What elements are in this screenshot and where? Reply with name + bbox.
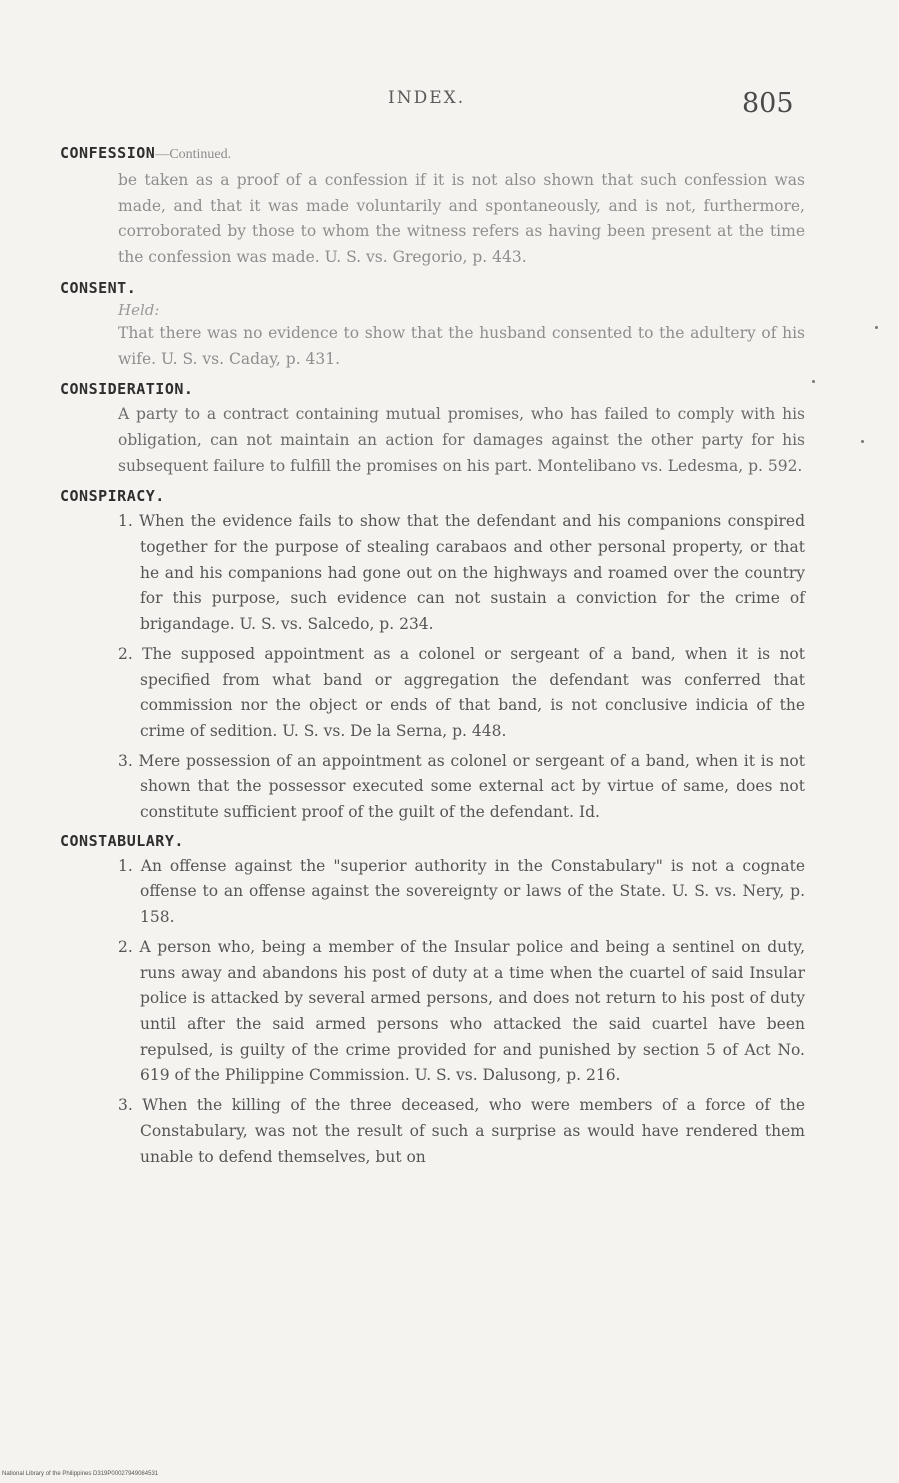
index-entries: [60, 142, 805, 1174]
list-item: 3. Mere possession of an appointment as colonel or sergeant of a band, when it is not shown that the possessor executed some external act by virtue of same, does not constitute sufficient proof of the guilt of the defendant. Id.: [118, 751, 805, 822]
entry-heading-constabulary: CONSTABULARY.: [60, 831, 184, 850]
entry-heading-confession: CONFESSION—Continued.: [60, 144, 232, 162]
entry-heading-consent: CONSENT.: [60, 278, 137, 297]
scan-footer: National Library of the Philippines D319P00027949084531: [2, 1471, 159, 1477]
entry-heading-consideration: CONSIDERATION.: [60, 380, 194, 399]
speck-mark: [861, 440, 864, 443]
list-item: 1. An offense against the "superior authority in the Constabulary" is not a cognate offense to an offense against the sovereignty or laws of the State. U. S. vs. Nery, p. 158.: [118, 856, 805, 927]
speck-mark: [875, 326, 878, 329]
list-item: 2. A person who, being a member of the Insular police and being a sentinel on duty, runs away and abandons his post of duty at a time when the cuartel of said Insular police is attacked by several armed persons, and does not return to his post of duty until after the said armed persons who attacked the said cuartel have been repulsed, is guilty of the crime provided for and punished by section 5 of Act No. 619 of the Philippine Commission. U. S. vs. Dalusong, p. 216.: [118, 937, 805, 1085]
list-item: 3. When the killing of the three deceased, who were members of a force of the Constabulary, was not the result of such a surprise as would have rendered them unable to defend themselves, but on: [118, 1096, 805, 1166]
entry-body-consent: That there was no evidence to show that the husband consented to the adultery of his wife. U. S. vs. Caday, p. 431.: [118, 323, 805, 368]
list-item: 1. When the evidence fails to show that the defendant and his companions conspired together for the purpose of stealing carabaos and other personal property, or that he and his companions had gone out on the highways and roamed over the country for this purpose, such evidence can not sustain a conviction for the crime of brigandage. U. S. vs. Salcedo, p. 234.: [118, 512, 805, 634]
entry-body-consideration: A party to a contract containing mutual promises, who has failed to comply with his obligation, can not maintain an action for damages against the other party for his subsequent failure to fulfill the promises on his part. Montelibano vs. Ledesma, p. 592.: [118, 405, 805, 475]
page-number: 805: [742, 88, 794, 119]
running-title: INDEX.: [388, 88, 466, 108]
list-item: 2. The supposed appointment as a colonel or sergeant of a band, when it is not specified from what band or aggregation the defendant was conferred that commission nor the object or ends of that band, is not conclusive indicia of the crime of sedition. U. S. vs. De la Serna, p. 448.: [118, 644, 805, 740]
continued-label: —Continued.: [155, 147, 232, 162]
entry-body-confession: be taken as a proof of a confession if it is not also shown that such confession was made, and that it was made voluntarily and spontaneously, and is not, furthermore, corroborated by those to whom the witness refers as having been present at the time the confession was made. U. S. vs. Gregorio, p. 443.: [118, 171, 805, 267]
speck-mark: [812, 380, 815, 383]
held-label: Held:: [118, 300, 160, 319]
entry-heading-conspiracy: CONSPIRACY.: [60, 487, 165, 506]
